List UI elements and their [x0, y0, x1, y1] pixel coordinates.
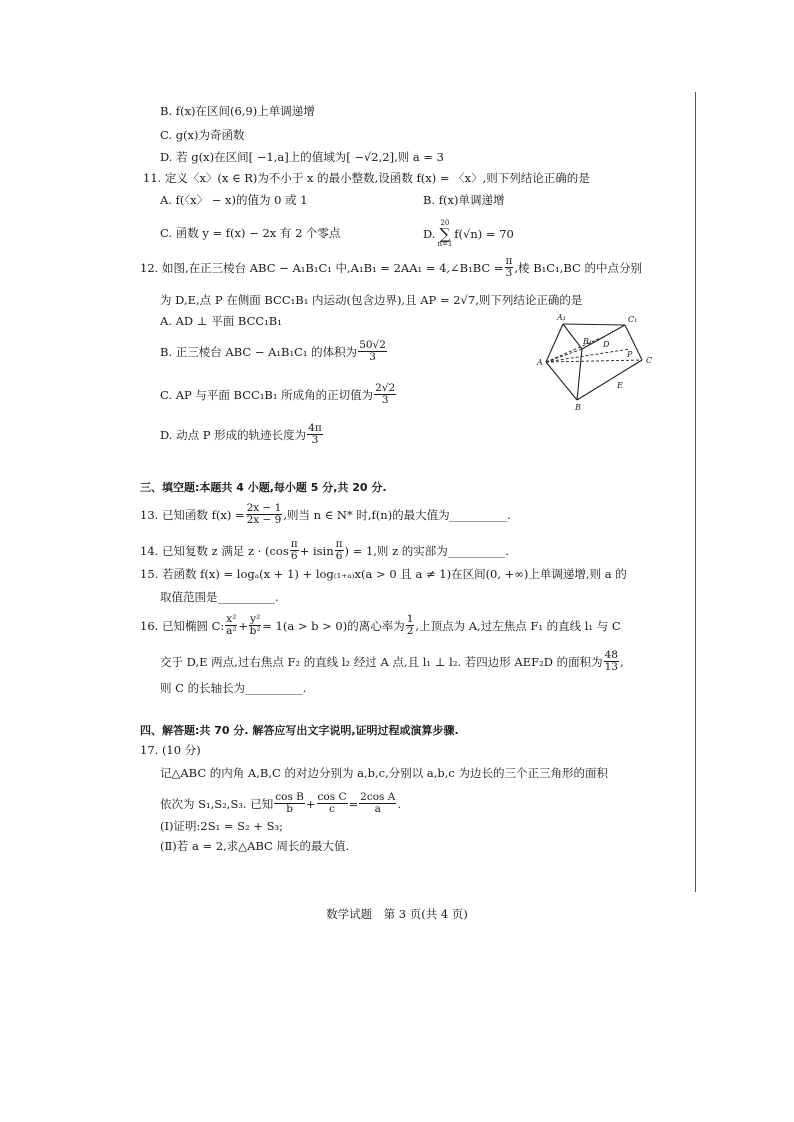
- numerator: 1: [406, 613, 414, 625]
- numerator: π: [335, 538, 343, 550]
- q16-line2: [160, 650, 624, 673]
- numerator: 2x − 1: [246, 502, 282, 514]
- fraction: [274, 792, 305, 815]
- q10-option-b: [160, 104, 315, 118]
- text-run: 依次为 S₁,S₂,S₃. 已知: [160, 796, 274, 811]
- numerator: x²: [226, 613, 237, 625]
- q17-part1: [160, 819, 283, 833]
- fraction: [358, 340, 387, 363]
- text-run: C. AP 与平面 BCC₁B₁ 所成角的正切值为: [160, 387, 374, 402]
- text-run: 16. 已知椭圆 C:: [140, 618, 225, 633]
- numerator: y²: [250, 613, 261, 625]
- sum-upper: 20: [440, 219, 450, 227]
- numerator: 4π: [308, 422, 322, 434]
- denominator: b²: [249, 625, 261, 637]
- text-run: ,上顶点为 A,过左焦点 F₁ 的直线 l₁ 与 C: [415, 618, 621, 633]
- numerator: cos B: [275, 791, 304, 803]
- frustum-figure: [535, 310, 660, 415]
- label-d: D: [603, 340, 610, 349]
- q12-option-c: [160, 383, 397, 406]
- denominator: 2: [406, 625, 414, 637]
- text-run: B. 正三棱台 ABC − A₁B₁C₁ 的体积为: [160, 344, 358, 359]
- text-run: D. 动点 P 形成的轨迹长度为: [160, 427, 307, 442]
- text-run: C. 函数 y = f(x) − 2x 有 2 个零点: [160, 226, 341, 240]
- numerator: cos C: [317, 791, 347, 803]
- text-run: ) = 1,则 z 的实部为__________.: [344, 543, 509, 558]
- section4-heading: [140, 724, 459, 738]
- fraction: [307, 423, 323, 446]
- text-run: ,棱 B₁C₁,BC 的中点分别: [514, 260, 642, 275]
- denominator: 13: [604, 661, 618, 673]
- text-run: 取值范围是__________.: [160, 590, 279, 604]
- denominator: a: [374, 803, 381, 815]
- denominator: a²: [226, 625, 237, 637]
- label-a: A: [537, 358, 543, 367]
- label-c: C: [646, 356, 653, 365]
- text-run: (Ⅰ)证明:2S₁ = S₂ + S₃;: [160, 819, 283, 833]
- label-b: B: [575, 403, 581, 412]
- text-run: D.: [423, 227, 436, 241]
- denominator: 2x − 9: [246, 514, 282, 526]
- text-run: .: [397, 796, 402, 811]
- text-run: B. f(x)在区间(6,9)上单调递增: [160, 104, 315, 118]
- q12-option-a: [160, 314, 282, 328]
- text-run: 为 D,E,点 P 在侧面 BCC₁B₁ 内运动(包含边界),且 AP = 2√7,则下列结论正确的是: [160, 293, 583, 307]
- text-run: A. f(〈x〉 − x)的值为 0 或 1: [160, 193, 308, 207]
- q10-option-c: [160, 128, 245, 142]
- q15-line2: [160, 590, 279, 604]
- label-a1: A₁: [557, 313, 566, 322]
- denominator: b: [286, 803, 293, 815]
- sum-symbol: ∑: [439, 225, 451, 243]
- fraction: [406, 614, 415, 637]
- text-run: =: [348, 796, 359, 811]
- denominator: 6: [335, 550, 343, 562]
- text-run: B. f(x)单调递增: [423, 193, 505, 207]
- text-run: + isin: [299, 543, 334, 558]
- fraction: [335, 539, 344, 562]
- denominator: 6: [290, 550, 298, 562]
- text-run: 四、解答题:共 70 分. 解答应写出文字说明,证明过程或演算步骤.: [140, 724, 459, 737]
- text-run: +: [238, 618, 249, 633]
- q12-stem-line1: [140, 256, 642, 279]
- numerator: π: [290, 538, 298, 550]
- text-run: 12. 如图,在正三棱台 ABC − A₁B₁C₁ 中,A₁B₁ = 2AA₁ = 4,∠B₁BC =: [140, 260, 504, 275]
- fraction: [225, 614, 237, 637]
- page-footer: 数学试题 第 3 页(共 4 页): [326, 907, 468, 921]
- numerator: 2cos A: [360, 791, 396, 803]
- q16-line3: [160, 681, 306, 695]
- text-run: 记△ABC 的内角 A,B,C 的对边分别为 a,b,c,分别以 a,b,c 为边长的三个正三角形的面积: [160, 766, 609, 780]
- denominator: c: [329, 803, 335, 815]
- text-run: +: [305, 796, 316, 811]
- q11-stem: [143, 171, 590, 185]
- text-run: 交于 D,E 两点,过右焦点 F₂ 的直线 l₂ 经过 A 点,且 l₁ ⊥ l₂. 若四边形 AEF₂D 的面积为: [160, 654, 603, 669]
- q11-option-a: [160, 193, 308, 207]
- q12-stem-line2: [160, 293, 582, 307]
- q12-option-b: [160, 340, 388, 363]
- q17-line1: [160, 766, 608, 780]
- text-run: 则 C 的长轴长为__________.: [160, 681, 307, 695]
- fraction: [290, 539, 299, 562]
- fraction: [604, 650, 619, 673]
- q16-line1: [140, 614, 621, 637]
- numerator: 50√2: [359, 339, 386, 351]
- denominator: 3: [381, 394, 389, 406]
- text-run: = 1(a > b > 0)的离心率为: [262, 618, 405, 633]
- summation: [437, 220, 452, 248]
- numerator: π: [505, 255, 513, 267]
- sum-lower: n=1: [437, 240, 453, 248]
- fraction: [374, 383, 396, 406]
- text-run: 11. 定义〈x〉(x ∈ R)为不小于 x 的最小整数,设函数 f(x) = 〈x〉,则下列结论正确的是: [143, 171, 590, 185]
- fraction: [246, 503, 283, 526]
- text-run: 13. 已知函数 f(x) =: [140, 507, 245, 522]
- q17-line2: [160, 792, 401, 815]
- numerator: 48: [604, 649, 618, 661]
- text-run: 17. (10 分): [140, 743, 201, 757]
- text-run: ,: [619, 654, 624, 669]
- text-run: A. AD ⊥ 平面 BCC₁B₁: [160, 314, 282, 328]
- text-run: (Ⅱ)若 a = 2,求△ABC 周长的最大值.: [160, 839, 350, 853]
- fraction: [249, 614, 261, 637]
- label-e: E: [617, 381, 623, 390]
- fraction: [317, 792, 348, 815]
- q17-title: [140, 743, 201, 757]
- q13: [140, 503, 511, 526]
- fraction: [505, 256, 514, 279]
- text-run: 14. 已知复数 z 满足 z · (cos: [140, 543, 289, 558]
- label-p: P: [627, 350, 633, 359]
- text-run: ,则当 n ∈ N* 时,f(n)的最大值为__________.: [283, 507, 511, 522]
- q11-option-d: [423, 220, 514, 248]
- q15-line1: [140, 567, 627, 581]
- q17-part2: [160, 839, 349, 853]
- denominator: 3: [311, 434, 319, 446]
- q10-option-d: [160, 150, 444, 164]
- numerator: 2√2: [375, 382, 396, 394]
- q11-option-b: [423, 193, 504, 207]
- q14: [140, 539, 509, 562]
- label-c1: C₁: [628, 315, 638, 324]
- text-run: 三、填空题:本题共 4 小题,每小题 5 分,共 20 分.: [140, 481, 387, 494]
- text-run: f(√n) = 70: [454, 227, 514, 241]
- section3-heading: [140, 481, 387, 495]
- denominator: 3: [369, 351, 376, 363]
- fraction: [359, 792, 396, 815]
- label-b1: B₁: [583, 337, 593, 346]
- text-run: C. g(x)为奇函数: [160, 128, 245, 142]
- q11-option-c: [160, 226, 341, 240]
- q12-option-d: [160, 423, 324, 446]
- margin-rule: [695, 92, 696, 892]
- text-run: D. 若 g(x)在区间[ −1,a]上的值域为[ −√2,2],则 a = 3: [160, 150, 445, 164]
- text-run: 15. 若函数 f(x) = logₐ(x + 1) + log₍₁₊ₐ₎x(a > 0 且 a ≠ 1)在区间(0, +∞)上单调递增,则 a 的: [140, 567, 627, 581]
- denominator: 3: [505, 267, 513, 279]
